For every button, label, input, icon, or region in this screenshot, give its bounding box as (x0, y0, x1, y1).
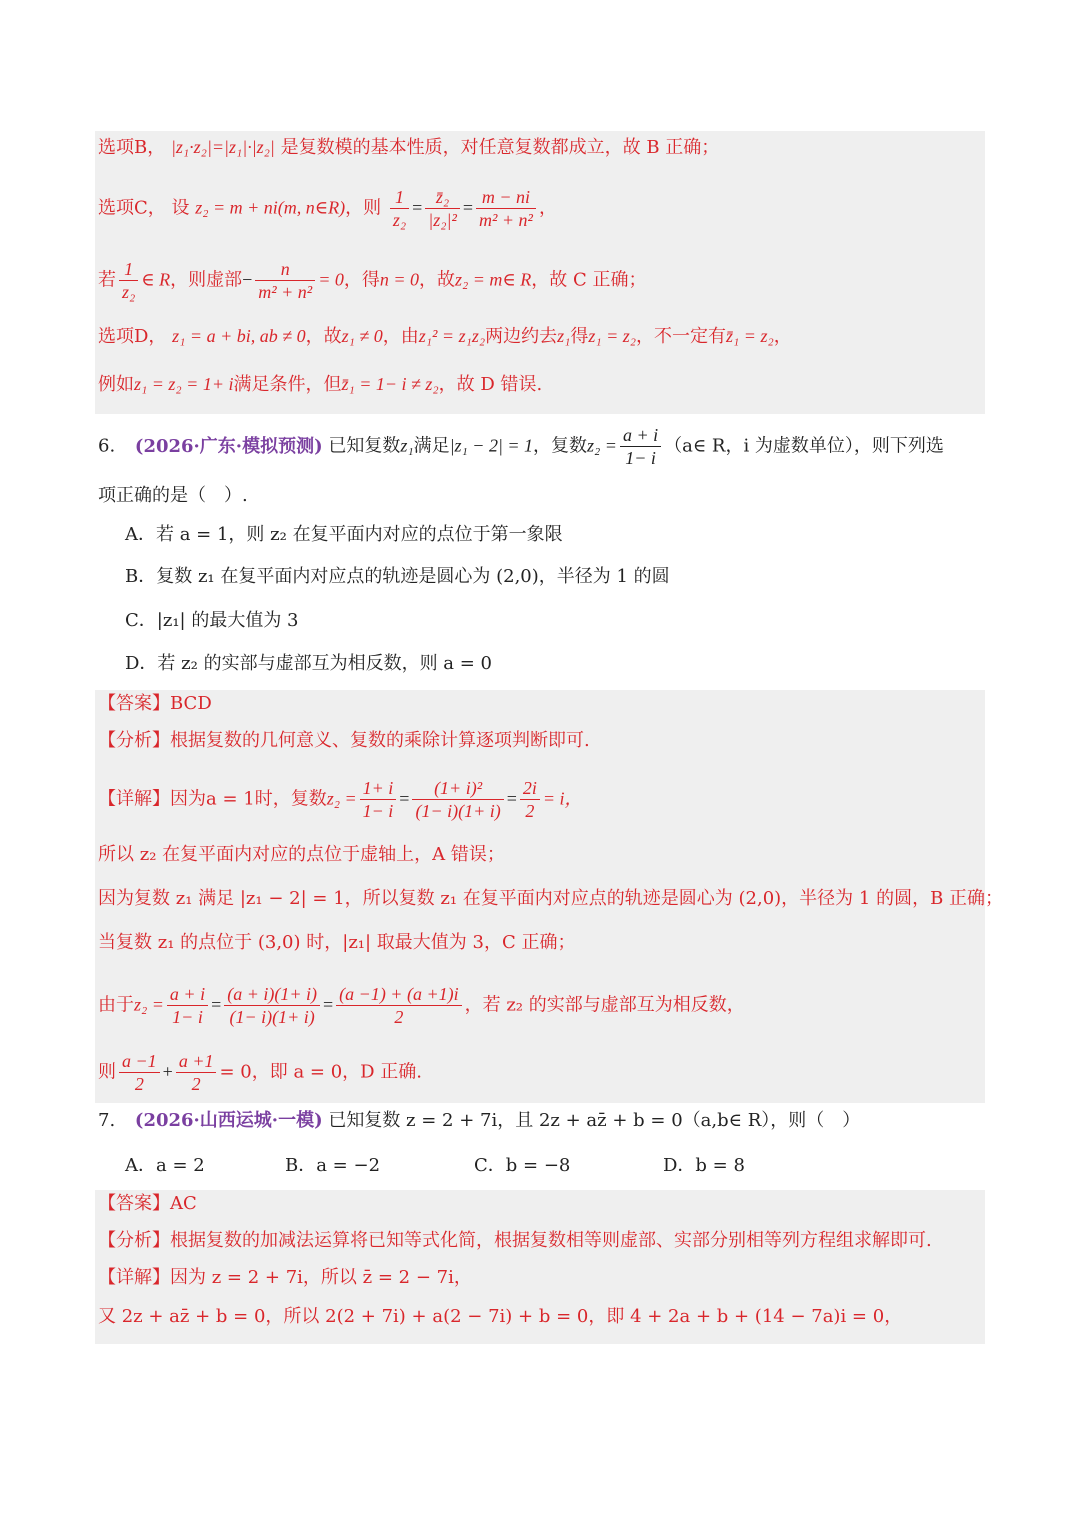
fraction (520, 777, 540, 822)
answer-label: 【答案】 (98, 1193, 170, 1214)
q7-analysis: 根据复数的加减法运算将已知等式化简，根据复数相等则虚部、实部分别相等列方程组求解即可. (170, 1230, 932, 1251)
option-c1-end: ， (538, 197, 557, 219)
q6-stem2: 满足 (413, 435, 450, 457)
q6-z1: z₁ (400, 435, 414, 456)
q7-detail-line2: 又 2z + az̄ + b = 0，所以 2(2 + 7i) + a(2 − 7i) + b = 0，即 4 + 2a + b + (14 − 7a)i = 0， (98, 1306, 903, 1327)
fraction (620, 424, 661, 469)
frac-num: 1+ i (360, 777, 397, 800)
frac-num: a + i (167, 983, 208, 1006)
q7-option-c: C．b = −8 (474, 1155, 571, 1176)
d1-prefix: 选项D， (98, 326, 167, 347)
q7-option-b: B．a = −2 (285, 1155, 381, 1176)
q6-answer: BCD (170, 693, 212, 714)
frac-den: 1− i (172, 1007, 203, 1027)
fraction (167, 983, 208, 1028)
frac-den: z₂ (392, 210, 407, 230)
fraction (224, 983, 320, 1028)
option-c-prefix: 选项C， (98, 197, 166, 219)
frac-den: (1− i)(1+ i) (229, 1007, 315, 1027)
q6-detail-l5-z2: z₂ = (134, 994, 164, 1015)
detail-label: 【详解】 (98, 788, 170, 810)
frac-den: 1− i (625, 448, 656, 468)
fraction (476, 186, 536, 231)
q6-detail-l5-end: ，若 z₂ 的实部与虚部互为相反数， (464, 994, 745, 1016)
q7-stem-text: 已知复数 z = 2 + 7i，且 2z + az̄ + b = 0（a,b∈ R），则（ ） (328, 1110, 861, 1131)
detail-label: 【详解】 (98, 1267, 170, 1288)
q6-cond: |z₁ − 2| = 1 (449, 435, 534, 456)
frac-den: 2 (394, 1007, 404, 1027)
d1-f4: z₁ (557, 326, 571, 346)
d1-f6: z̄₁ = z₂ (726, 326, 774, 346)
q7-number: 7. (98, 1110, 116, 1131)
frac-den: m² + n² (479, 210, 533, 230)
frac-num: m − ni (476, 186, 536, 209)
q6-detail-line4: 当复数 z₁ 的点位于 (3,0) 时，|z₁| 取最大值为 3，C 正确； (98, 932, 576, 953)
option-b-text: 是复数模的基本性质，对任意复数都成立，故 B 正确； (280, 137, 720, 158)
c2-z2: z₂ = m∈ R (455, 269, 532, 290)
q6-detail-line2: 所以 z₂ 在复平面内对应的点位于虚轴上，A 错误； (98, 844, 505, 865)
option-b-prefix: 选项B， (98, 137, 166, 158)
q7-detail-line1 (98, 1265, 472, 1291)
d1-formula: z₁ = a + bi, ab ≠ 0 (172, 326, 306, 346)
d2-t2: 满足条件，但 (233, 374, 342, 395)
fraction (425, 186, 460, 231)
formula-z2-def: z₂ = m + ni(m, n∈R) (195, 197, 346, 218)
frac-num: (1+ i)² (412, 777, 503, 800)
frac-den: m² + n² (258, 282, 313, 302)
q6-stem-line1 (98, 424, 944, 469)
fraction (360, 777, 397, 822)
q6-detail-l6-end: = 0，即 a = 0，D 正确. (219, 1061, 423, 1083)
q6-detail-l1-text: 因为a = 1时，复数 (170, 788, 327, 810)
d1-f5: z₁ = z₂ (588, 326, 637, 346)
q6-detail-line3: 因为复数 z₁ 满足 |z₁ − 2| = 1，所以复数 z₁ 在复平面内对应点的轨迹是圆心为 (2,0)，半径为 1 的圆，B 正确； (98, 888, 1004, 909)
d1-f2: z₁ ≠ 0 (341, 326, 383, 346)
q6-paren: （a∈ R，i 为虚数单位），则下列选 (664, 435, 944, 457)
q6-stem-line2: 项正确的是（ ）. (98, 485, 248, 506)
frac-num: a −1 (119, 1050, 160, 1073)
frac-num: 2i (520, 777, 540, 800)
option-c-set: 设 (171, 197, 190, 219)
fraction (255, 258, 315, 303)
q6-option-a: A．若 a = 1，则 z₂ 在复平面内对应的点位于第一象限 (125, 524, 563, 545)
q6-option-c: C．|z₁| 的最大值为 3 (125, 610, 299, 631)
q6-source-tag: (2026·广东·模拟预测) (134, 435, 323, 457)
d1-t6: ， (773, 326, 792, 347)
q6-number: 6. (98, 435, 116, 457)
c2-get: ，得 (343, 269, 380, 291)
frac-num: z̄₂ (425, 186, 460, 209)
frac-den: (1− i)(1+ i) (415, 801, 501, 821)
analysis-label: 【分析】 (98, 1230, 170, 1251)
q6-z2: z₂ = (587, 435, 617, 456)
d2-t1: 例如 (98, 374, 134, 395)
c2-so: ，故 (419, 269, 456, 291)
d1-t5: ，不一定有 (636, 326, 727, 347)
frac-num: 1 (119, 258, 138, 281)
q6-detail-l5-text: 由于 (98, 994, 134, 1016)
d1-f3: z₁² = z₁z₂ (418, 326, 486, 346)
fraction (119, 258, 138, 303)
q6-detail-line5: 由于z₂ = $\frac{a + i}{1- i}$ = $\frac{(a + i)(1+ i)}{(1- i)(1+ i)}$ = $\frac{(a -1) + (a +1)i}{2}$ ，若 z₂ 的实部与虚部互为相反数， (98, 984, 745, 1027)
q7-answer-line (98, 1191, 197, 1217)
frac-num: n (255, 258, 315, 281)
fraction (119, 1050, 160, 1095)
d2-f1: z₁ = z₂ = 1+ i (134, 374, 234, 394)
frac-num: 1 (390, 186, 409, 209)
frac-num: a +1 (176, 1050, 217, 1073)
q6-detail-line6: 则 $\frac{a -1}{2}$ + $\frac{a +1}{2}$ = 0，即 a = 0，D 正确. (98, 1051, 423, 1094)
d1-t3: 两边约去 (485, 326, 558, 347)
solution-line-option-b (98, 134, 719, 161)
q6-option-b: B．复数 z₁ 在复平面内对应点的轨迹是圆心为 (2,0)，半径为 1 的圆 (125, 566, 670, 587)
d1-t4: 得 (570, 326, 589, 347)
c2-if: 若 (98, 269, 116, 291)
q6-stem1: 已知复数 (328, 435, 401, 457)
frac-den: 2 (525, 801, 535, 821)
frac-den: z₂ (122, 282, 136, 302)
frac-den: 2 (191, 1074, 201, 1094)
fraction (412, 777, 503, 822)
d2-f2: z̄₁ = 1− i ≠ z₂ (341, 374, 439, 394)
c2-eq0: = 0 (318, 269, 344, 290)
solution-line-option-d2 (98, 371, 542, 398)
c2-end: ，故 C 正确； (531, 269, 647, 291)
formula-modulus-product: |z₁·z₂|=|z₁|·|z₂| (170, 137, 275, 157)
q6-answer-line (98, 691, 212, 717)
c2-n0: n = 0 (379, 269, 420, 290)
d2-t3: ，故 D 错误. (438, 374, 543, 395)
frac-num: (a + i)(1+ i) (224, 983, 320, 1006)
frac-num: a + i (620, 424, 661, 447)
fraction (176, 1050, 217, 1095)
c2-imag-part: ，则虚部 (170, 269, 243, 291)
option-c-then: ，则 (345, 197, 382, 219)
analysis-label: 【分析】 (98, 730, 170, 751)
q6-analysis-line (98, 728, 590, 754)
fraction (336, 983, 461, 1028)
frac-den: |z₂|² (428, 210, 457, 230)
q6-detail-l1-end: = i， (542, 788, 583, 809)
frac-den: 2 (134, 1074, 144, 1094)
d1-t1: ，故 (305, 326, 342, 347)
q6-detail-l1-z2: z₂ = (326, 788, 357, 809)
q6-detail-line1: 【详解】因为a = 1时，复数z₂ = $\frac{1+ i}{1- i}$ = $\frac{\text{(1+ i)²}}{(1- i)(1+ i)}$ = $\frac{2i}{2}$ = i， (98, 778, 583, 821)
q7-stem (98, 1108, 860, 1134)
q7-answer: AC (170, 1193, 197, 1214)
q7-analysis-line (98, 1228, 932, 1254)
q7-detail-l1: 因为 z = 2 + 7i，所以 z̄ = 2 − 7i， (170, 1267, 472, 1288)
d1-t2: ，由 (382, 326, 419, 347)
frac-num: (a −1) + (a +1)i (336, 983, 461, 1006)
q7-source-tag: (2026·山西运城·一模) (134, 1110, 323, 1131)
solution-line-option-c2: 若 $\frac{1}{\text{z₂}}$ ∈ R，则虚部− $\frac{n}{\text{m² + n²}}$ = 0，得n = 0，故z₂ = m∈ R，故 C 正确； (98, 259, 647, 302)
q6-detail-l6-text: 则 (98, 1061, 116, 1083)
q6-analysis: 根据复数的几何意义、复数的乘除计算逐项判断即可. (170, 730, 590, 751)
q6-stem3: ，复数 (533, 435, 588, 457)
c2-in-r: ∈ R (141, 269, 171, 290)
solution-line-option-c1: 选项C， 设 z₂ = m + ni(m, n∈R)，则 $\frac{1}{\text{z₂}}$ = $\frac{\text{z̄₂}}{\text{|z₂|²}}$ = $\frac{m - ni}{\text{m² + n²}}$ ， (98, 187, 557, 230)
fraction (390, 186, 409, 231)
answer-label: 【答案】 (98, 693, 170, 714)
q7-option-d: D．b = 8 (663, 1155, 745, 1176)
solution-line-option-d1 (98, 323, 792, 350)
frac-den: 1− i (362, 801, 394, 821)
q6-option-d: D．若 z₂ 的实部与虚部互为相反数，则 a = 0 (125, 653, 493, 674)
q7-option-a: A．a = 2 (125, 1155, 205, 1176)
